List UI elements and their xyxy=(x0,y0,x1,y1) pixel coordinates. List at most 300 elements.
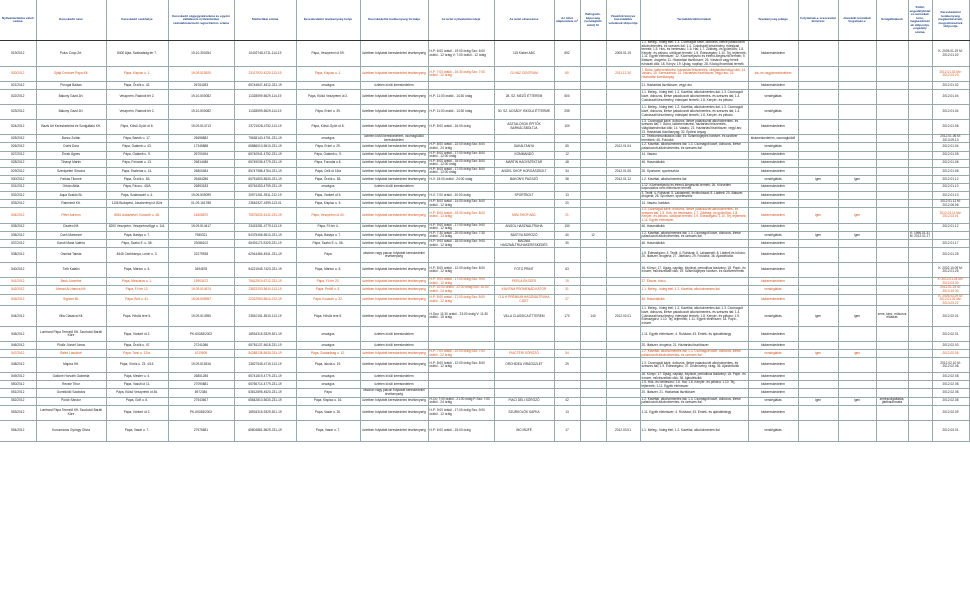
permit-products-cell xyxy=(908,306,932,327)
statistical-number-cell: 54375456-5610-231-19 xyxy=(234,231,296,239)
activity-place-cell: Pápa, Fonodai u.6. xyxy=(296,159,360,167)
complaint-book-date-cell xyxy=(606,82,640,90)
activity-place-cell: Pápa, Celli út 16/a xyxy=(296,167,360,175)
capacity-cell xyxy=(580,176,606,184)
statistical-number-cell: 18934315-9329-521-19 xyxy=(234,327,296,342)
services-cell xyxy=(876,278,908,286)
registration-number-cell: 521/2012 xyxy=(0,82,36,90)
spirit-serving-cell xyxy=(798,294,838,306)
complaint-book-date-cell xyxy=(606,349,640,357)
activity-place-cell: országos xyxy=(296,381,360,389)
trader-name-cell: Tihanyi Martin xyxy=(36,159,106,167)
registration-number-cell: 551/2012 xyxy=(0,389,36,397)
product-groups-cell: 12. Telekommunikációs cikk; 19. Számítógépes hardver- és szoftver termékek; 46. Fotócikk xyxy=(640,135,748,143)
complaint-book-date-cell: 2012.01.06 xyxy=(606,167,640,175)
services-cell xyxy=(876,239,908,247)
registration-id-cell: 26698882 xyxy=(168,135,234,143)
trader-seat-cell: Pápa, Őrzők u. 47. xyxy=(106,342,168,350)
complaint-book-date-cell xyxy=(606,286,640,294)
table-row xyxy=(0,119,969,134)
trader-seat-cell: Pápa, Vörös u. 23. 4/13. xyxy=(106,358,168,373)
table-row xyxy=(0,67,969,82)
excise-goods-cell xyxy=(838,405,876,420)
floor-area-cell: 63 xyxy=(554,263,580,278)
spirit-serving-cell xyxy=(798,183,838,191)
shop-name-cell: SPORTBOLT xyxy=(494,191,554,199)
registration-id-cell: 27543667 xyxy=(168,397,234,405)
excise-goods-cell xyxy=(838,342,876,350)
trader-name-cell: Porogai Balázs xyxy=(36,82,106,90)
product-groups-cell: 1.9. Édességáru; 3. Textil; 4. Ruházat; 5. Lakástextil; 8. Lábbeli és bőráru; 20. Illatszer, drogéria; 27. Játékáru; 29. Fotócikk; 36. Ajándékcikk xyxy=(640,248,748,263)
shop-name-cell: PIACI DÉLI SÖRÖZŐ xyxy=(494,397,554,405)
services-cell xyxy=(876,381,908,389)
column-header: Az üzlet nyitvatartási ideje xyxy=(428,0,494,41)
trader-name-cell: Lombard Pápa Termelő Kft. Szurkolói Baráti Köre xyxy=(36,327,106,342)
complaint-book-date-cell xyxy=(606,294,640,306)
registration-number-cell: 525/2012 xyxy=(0,135,36,143)
excise-goods-cell: igen xyxy=(838,306,876,327)
start-end-date-cell: 2012.02.09 xyxy=(932,405,969,420)
shop-name-cell: BAKONYI PAGSZÓ xyxy=(494,176,554,184)
excise-goods-cell: igen xyxy=(838,176,876,184)
product-groups-cell: 1.3. Csomagolt kávé, dobozos, illetve palackozott alkoholmentes- és szeszes ital; 1.9. Édességáru; 37. Dísznövény, virág; 36. Ajándékcikk xyxy=(640,358,748,373)
registration-number-cell: 531/2012 xyxy=(0,183,36,191)
table-row xyxy=(0,349,969,357)
trader-name-cell: Cseh Mártonné xyxy=(36,231,106,239)
registration-id-cell: 27241086 xyxy=(168,342,234,350)
opening-hours-cell xyxy=(428,82,494,90)
registration-id-cell: 7985321 xyxy=(168,231,234,239)
services-cell xyxy=(876,223,908,231)
activity-place-cell: Pápa, Fő tér 20. xyxy=(296,278,360,286)
registration-number-cell: 528/2012 xyxy=(0,159,36,167)
spirit-serving-cell xyxy=(798,420,838,441)
trader-name-cell: Pödör József János xyxy=(36,342,106,350)
opening-hours-cell xyxy=(428,248,494,263)
permit-products-cell xyxy=(908,183,932,191)
capacity-cell xyxy=(580,381,606,389)
activity-place-cell: Pápa, Petőfi u. 5. xyxy=(296,286,360,294)
trader-seat-cell: Pápa, Fáva u. 40/A xyxy=(106,183,168,191)
activity-place-cell: Pápa, Külső Veszprémi út 2. xyxy=(296,89,360,104)
opening-hours-cell xyxy=(428,381,494,389)
activity-type-cell: kis- és nagykereskedelem xyxy=(748,67,798,82)
activity-type-cell: kiskereskedelem xyxy=(748,389,798,397)
product-groups-cell: 3. Textil; 4. Ruházat; 5. Lakástextil, textilruházat; 8. Lábbeli; 20. Illatszer, drogéria; 26. Sportszer, sporteszköz xyxy=(640,191,748,199)
opening-hours-cell: H-P: 7:00 órától - 22:00 óráig Szo: 7:00 órától - 22 óráig xyxy=(428,349,494,357)
table-row xyxy=(0,263,969,278)
start-end-date-cell: 2012.01.25 xyxy=(932,248,969,263)
registration-number-cell: 544/2012 xyxy=(0,306,36,327)
column-header: Kereskedelmi tevékenység formája xyxy=(360,0,428,41)
table-body xyxy=(0,41,969,442)
floor-area-cell: 21 xyxy=(554,208,580,223)
complaint-book-date-cell xyxy=(606,223,640,231)
start-end-date-cell: K: 2005.01.19 M: 2012.01.02 xyxy=(932,41,969,67)
capacity-cell xyxy=(580,420,606,441)
capacity-cell xyxy=(580,119,606,134)
spirit-serving-cell: igen xyxy=(798,208,838,223)
trader-seat-cell: Veszprém, Radnóti tér 2. xyxy=(106,89,168,104)
activity-place-cell: Pápa, Vasar u. 7. xyxy=(296,420,360,441)
activity-type-cell: kiskereskedelem xyxy=(748,263,798,278)
spirit-serving-cell xyxy=(798,389,838,397)
permit-products-cell xyxy=(908,373,932,381)
trader-seat-cell: 1106 Budapest, Jászberényi út 82/a xyxy=(106,200,168,208)
table-row xyxy=(0,381,969,389)
floor-area-cell: 60 xyxy=(554,67,580,82)
product-groups-cell: 46. Használtcikk xyxy=(640,159,748,167)
statistical-number-cell: 18934315-9329-521-19 xyxy=(234,405,296,420)
activity-form-cell: üzleten kívüli kereskedelem xyxy=(360,381,428,389)
permit-products-cell xyxy=(908,294,932,306)
activity-place-cell: országos xyxy=(296,135,360,143)
complaint-book-date-cell: 2012.01.12 xyxy=(606,176,640,184)
floor-area-cell xyxy=(554,135,580,143)
trader-name-cell: Bakony Gazd Zrt. xyxy=(36,104,106,119)
trader-seat-cell: Pápa, Várkert út 2. xyxy=(106,327,168,342)
activity-type-cell: kiskereskedelem xyxy=(748,358,798,373)
registration-id-cell: PK-60038/2002 xyxy=(168,405,234,420)
registration-number-cell: 529/2012 xyxy=(0,167,36,175)
registration-id-cell: 19-09-514417 xyxy=(168,223,234,231)
statistical-number-cell: 54221545-7420-231-19 xyxy=(234,263,296,278)
spirit-serving-cell xyxy=(798,82,838,90)
services-cell xyxy=(876,135,908,143)
complaint-book-date-cell xyxy=(606,135,640,143)
product-groups-cell: 1.2. Kávéital, alkoholmentes ital; 1.3. Csomagolt kávé, dobozos, illetve palackozott alkoholmentes- és szeszes ital xyxy=(640,231,748,239)
registration-number-cell: 538/2012 xyxy=(0,248,36,263)
floor-area-cell: 31 xyxy=(554,286,580,294)
statistical-number-cell: 54288238-5630-231-19 xyxy=(234,349,296,357)
spirit-serving-cell: igen xyxy=(798,231,838,239)
registration-id-cell: 27575681 xyxy=(168,420,234,441)
trader-seat-cell: 8400 Ajka, Szabadság tér 7. xyxy=(106,41,168,67)
floor-area-cell: 20 xyxy=(554,200,580,208)
activity-form-cell: üzletben folytatott kereskedelmi tevékenység xyxy=(360,104,428,119)
registration-number-cell: 536/2012 xyxy=(0,231,36,239)
spirit-serving-cell xyxy=(798,143,838,151)
registration-id-cell: 17345888 xyxy=(168,143,234,151)
excise-goods-cell xyxy=(838,159,876,167)
activity-place-cell: országos xyxy=(296,373,360,381)
column-header: Az üzlet alapterülete m² xyxy=(554,0,580,41)
permit-products-cell xyxy=(908,278,932,286)
opening-hours-cell: H-V: 7:00 órától - 20:00 óráig xyxy=(428,191,494,199)
table-row xyxy=(0,183,969,191)
registration-id-cell: 26764283 xyxy=(168,82,234,90)
table-row xyxy=(0,176,969,184)
floor-area-cell: 42 xyxy=(554,397,580,405)
activity-type-cell: vendéglátás xyxy=(748,104,798,119)
floor-area-cell xyxy=(554,183,580,191)
spirit-serving-cell xyxy=(798,119,838,134)
registration-id-cell: 19-09-514574 xyxy=(168,286,234,294)
trader-seat-cell: 8561 Adásztevel, Kossuth u. 48. xyxy=(106,208,168,223)
table-row xyxy=(0,82,969,90)
registration-id-cell: 23086102 xyxy=(168,239,234,247)
table-row xyxy=(0,358,969,373)
spirit-serving-cell xyxy=(798,358,838,373)
floor-area-cell xyxy=(554,327,580,342)
trader-name-cell: Majosz Kft. xyxy=(36,358,106,373)
column-header: Az üzlet elnevezése xyxy=(494,0,554,41)
registration-number-cell: 540/2012 xyxy=(0,263,36,278)
permit-products-cell xyxy=(908,151,932,159)
services-cell: zene, tánc, műsoros előadás xyxy=(876,306,908,327)
complaint-book-date-cell xyxy=(606,183,640,191)
shop-name-cell: FOTO PRINT xyxy=(494,263,554,278)
start-end-date-cell: 2012.02.08 xyxy=(932,389,969,397)
complaint-book-date-cell xyxy=(606,104,640,119)
column-header: Kereskedelmi tevékenység megkezdésének, megszűnésének időpontja xyxy=(932,0,969,41)
start-end-date-cell: 2012.02.10 M: 2012.02.06 xyxy=(932,358,969,373)
floor-area-cell xyxy=(554,342,580,350)
trader-name-cell: Ahmad Al-Hamza Kft. xyxy=(36,286,106,294)
product-groups-cell: 1.2. Kávéital, alkoholmentes ital xyxy=(640,176,748,184)
activity-place-cell: Pápa xyxy=(296,389,360,397)
trader-name-cell: Péter Adrienn xyxy=(36,208,106,223)
registration-number-cell: 530/2012 xyxy=(0,176,36,184)
activity-place-cell: Pápa, Őrzők u. 83. xyxy=(296,176,360,184)
activity-place-cell: Pápa xyxy=(296,248,360,263)
capacity-cell xyxy=(580,294,606,306)
spirit-serving-cell xyxy=(798,342,838,350)
activity-form-cell: üzletben folytatott kereskedelmi tevékenység xyxy=(360,167,428,175)
shop-name-cell xyxy=(494,389,554,397)
start-end-date-cell: 2012.02.08 xyxy=(932,381,969,389)
column-header: Tevékenység jellege xyxy=(748,0,798,41)
excise-goods-cell xyxy=(838,239,876,247)
services-cell xyxy=(876,183,908,191)
registration-id-cell: 19-09-516516 xyxy=(168,358,234,373)
shop-name-cell: BÁSTYA BOROZÓ xyxy=(494,231,554,239)
statistical-number-cell: 11328599-5629-114-19 xyxy=(234,89,296,104)
opening-hours-cell: H-P: 8:00 órától - 15:00 óráig Szo: 8:00 órától - 13 óráig xyxy=(428,208,494,223)
excise-goods-cell xyxy=(838,183,876,191)
activity-form-cell: üzletben folytatott kereskedelmi tevékenység xyxy=(360,397,428,405)
spirit-serving-cell xyxy=(798,373,838,381)
trader-seat-cell: Pápa, Őrzők u. 83. xyxy=(106,176,168,184)
trader-name-cell: Bakony Gazd Zrt. xyxy=(36,89,106,104)
floor-area-cell: 48 xyxy=(554,159,580,167)
shop-name-cell: PIACTÉRI SÖRÖZŐ xyxy=(494,349,554,357)
activity-type-cell: kiskereskedelem xyxy=(748,200,798,208)
spirit-serving-cell: igen xyxy=(798,349,838,357)
spirit-serving-cell xyxy=(798,248,838,263)
floor-area-cell: 40 xyxy=(554,231,580,239)
column-header: Befogadó-képesség (vendéglátó üzlet) fő xyxy=(580,0,606,41)
product-groups-cell: 1.1. Meleg-, hideg étel; 1.2. Kávéital, alkoholmentes ital; 1.3. Csomagolt kávé, dobozos, illetve palackozott alkoholmentes- és szeszes ital; 1.4. Cukrászati készítmény, édesipari termék; 1.8. Kenyér- és pékáru; 1.9. Édességáru; 1.10. Tej, tejtermék; 1.11. Egyéb élelmiszer; 18. Papír-, írószer xyxy=(640,306,748,327)
services-cell xyxy=(876,159,908,167)
services-cell: zeneszolgáltatás, játékautomata xyxy=(876,397,908,405)
spirit-serving-cell xyxy=(798,381,838,389)
excise-goods-cell: igen xyxy=(838,397,876,405)
excise-goods-cell xyxy=(838,373,876,381)
trader-name-cell: Signore Bt. xyxy=(36,294,106,306)
opening-hours-cell: H-P: 8:00 órától - 17:00 óráig Szo: 8:00 órától - 12:00 óráig xyxy=(428,151,494,159)
capacity-cell xyxy=(580,349,606,357)
activity-form-cell: vásáron vagy piacon folytatott kereskedelmi tevékenység xyxy=(360,389,428,397)
product-groups-cell: 1.2. Kávéital, alkoholmentes ital; 1.3. Csomagolt kávé, dobozos, illetve palackozott alkoholmentes- és szeszes ital xyxy=(640,397,748,405)
activity-form-cell: üzletben folytatott kereskedelmi tevékenység xyxy=(360,223,428,231)
capacity-cell xyxy=(580,159,606,167)
registration-id-cell: 19-10-300254 xyxy=(168,41,234,67)
excise-goods-cell xyxy=(838,278,876,286)
table-row xyxy=(0,327,969,342)
permit-products-cell xyxy=(908,176,932,184)
product-groups-cell: 16. Könyv; 17. Újság, napilap, folyóirat, periodikus kiadvány; 18. Papír- és írószer, művészellátó cikk; 19. Számítógépes hardver- és szoftvertermék xyxy=(640,263,748,278)
table-row xyxy=(0,420,969,441)
trader-seat-cell: Pápa, Bástya u. 7. xyxy=(106,231,168,239)
table-row xyxy=(0,167,969,175)
trader-seat-cell: Pápa, Tanú u. 12/a. xyxy=(106,349,168,357)
excise-goods-cell xyxy=(838,381,876,389)
column-header: Kereskedő neve xyxy=(36,0,106,41)
permit-products-cell xyxy=(908,200,932,208)
shop-name-cell: MARTIN HAGYATÉKTÁR xyxy=(494,159,554,167)
trader-seat-cell: Pápa, Szabó E. u. 56. xyxy=(106,239,168,247)
activity-type-cell: kiskereskedelem xyxy=(748,41,798,67)
registration-number-cell: 523/2012 xyxy=(0,104,36,119)
spirit-serving-cell xyxy=(798,200,838,208)
registration-number-cell: 532/2012 xyxy=(0,191,36,199)
trader-name-cell: Gallóné Horváth Gabriella xyxy=(36,373,106,381)
trader-name-cell: Lombard Pápa Termelő Kft. Szurkolói Baráti Köre xyxy=(36,405,106,420)
trader-name-cell: Pödör Sándor xyxy=(36,397,106,405)
shop-name-cell: PERLA ÉKSZER xyxy=(494,278,554,286)
excise-goods-cell xyxy=(838,135,876,143)
activity-type-cell: vendéglátás xyxy=(748,397,798,405)
product-groups-cell: 14. Vasáru, barkács xyxy=(640,200,748,208)
trader-name-cell: Ojtájt Centrum Pápa Kft. xyxy=(36,67,106,82)
product-groups-cell: 46. Használtcikk xyxy=(640,223,748,231)
trader-name-cell: Polus Coop Zrt. xyxy=(36,41,106,67)
shop-name-cell xyxy=(494,135,554,143)
statistical-number-cell: 23661927-4399-113-01 xyxy=(234,200,296,208)
product-groups-cell: 1.1. Meleg-, hideg étel; 1.2. Kávéital, alkoholmentes ital; 1.3. Csomagolt kávé, dobozos, illetve palackozott alkoholmentes- és szeszes ital; 1.4. Cukrászati készítmény, édesipari termék; 1.8. Kenyér- és pékáru xyxy=(640,89,748,104)
permit-products-cell xyxy=(908,397,932,405)
trader-seat-cell: 8200 Veszprém, Veszprémvölgyi u. 1/A. xyxy=(106,223,168,231)
activity-form-cell: üzletben folytatott kereskedelmi tevékenység xyxy=(360,306,428,327)
excise-goods-cell xyxy=(838,200,876,208)
shop-name-cell: INCI BÜFÉ xyxy=(494,420,554,441)
services-cell xyxy=(876,41,908,67)
complaint-book-date-cell: 2011.12.30 xyxy=(606,67,640,82)
permit-products-cell xyxy=(908,191,932,199)
complaint-book-date-cell xyxy=(606,405,640,420)
trader-seat-cell: Veszprém, Radnóti tér 2. xyxy=(106,104,168,119)
shop-name-cell: KOMMANDÓ xyxy=(494,151,554,159)
floor-area-cell: 17 xyxy=(554,420,580,441)
capacity-cell xyxy=(580,104,606,119)
product-groups-cell: 26. Sportszer, sporteszköz xyxy=(640,167,748,175)
table-row xyxy=(0,104,969,119)
activity-form-cell: üzletben folytatott kereskedelmi tevékenység xyxy=(360,67,428,82)
permit-products-cell xyxy=(908,119,932,134)
capacity-cell xyxy=(580,208,606,223)
statistical-number-cell: 65781137-4618-231-19 xyxy=(234,342,296,350)
opening-hours-cell: H-P: 9:00 órától - 17:00 óráig Szo: 9:00 órától - 12 óráig xyxy=(428,278,494,286)
activity-type-cell: kiskereskedelem xyxy=(748,239,798,247)
excise-goods-cell xyxy=(838,389,876,397)
complaint-book-date-cell xyxy=(606,263,640,278)
activity-form-cell: üzletben folytatott kereskedelmi tevékenység xyxy=(360,239,428,247)
capacity-cell xyxy=(580,183,606,191)
column-header: Kereskedelmi tevékenység helye xyxy=(296,0,360,41)
registration-id-cell: 19-10-500082 xyxy=(168,104,234,119)
activity-place-cell: Pápa, Iskola u. 19. xyxy=(296,358,360,373)
statistical-number-cell: 22322953-5610-212-19 xyxy=(234,294,296,306)
spirit-serving-cell xyxy=(798,135,838,143)
opening-hours-cell: H-Szo: 11:30 órától - 23:00 óráig V: 11:30 órától - 15 óráig xyxy=(428,306,494,327)
excise-goods-cell: igen xyxy=(838,349,876,357)
statistical-number-cell: 65749036-4779-231-19 xyxy=(234,159,296,167)
start-end-date-cell: 2012.01.02 xyxy=(932,82,969,90)
opening-hours-cell: H-P: 6:00 órától - 15:00 óráig xyxy=(428,420,494,441)
trader-seat-cell: Pápa, Vasúti út 11. xyxy=(106,381,168,389)
complaint-book-date-cell: 2005.01.19 xyxy=(606,41,640,67)
start-end-date-cell: 2012.01.06 xyxy=(932,119,969,134)
activity-place-cell: Pápa, Várkert út 5. xyxy=(296,191,360,199)
capacity-cell xyxy=(580,82,606,90)
excise-goods-cell xyxy=(838,67,876,82)
shop-name-cell: VILLA CLASSICA ÉTTEREM xyxy=(494,306,554,327)
services-cell xyxy=(876,119,908,134)
start-end-date-cell: 2012.01.04 xyxy=(932,89,969,104)
activity-place-cell: Pápa, Galamb u. 9. xyxy=(296,151,360,159)
floor-area-cell: 150 xyxy=(554,223,580,231)
table-row xyxy=(0,89,969,104)
column-header: Nyilvántartásba vételi száma xyxy=(0,0,36,41)
registration-id-cell: 27090881 xyxy=(168,381,234,389)
capacity-cell xyxy=(580,167,606,175)
floor-area-cell xyxy=(554,389,580,397)
opening-hours-cell: H-P: 6:00 órától - 19:00 óráig Szo: 6:00 órától - 12 óráig V: 7:00 órától - 12 óráig xyxy=(428,41,494,67)
opening-hours-cell: H-P: 9:00 órától - 17:00 óráig Szo: 9:00 órától - 12 óráig xyxy=(428,223,494,231)
statistical-number-cell: 62044484-4941-231-19 xyxy=(234,248,296,263)
permit-products-cell xyxy=(908,104,932,119)
excise-goods-cell xyxy=(838,119,876,134)
shop-name-cell: GI-HÁZ CENTRUM xyxy=(494,67,554,82)
opening-hours-cell: H-P: 8:00 órától - 17:00 óráig Szo: 8:00 órától - 12:00 óráig xyxy=(428,167,494,175)
permit-products-cell xyxy=(908,248,932,263)
start-end-date-cell: 2012.01.24 M: 2013.10.30 xyxy=(932,286,969,294)
services-cell xyxy=(876,389,908,397)
start-end-date-cell: 2012.02.03 xyxy=(932,342,969,350)
opening-hours-cell xyxy=(428,183,494,191)
start-end-date-cell: 2012.01.12 xyxy=(932,176,969,184)
activity-type-cell: vendéglátás xyxy=(748,176,798,184)
shop-name-cell: 30. SZ. ACSÁDY ISKOLA ÉTTERME xyxy=(494,104,554,119)
registration-id-cell: 26851285 xyxy=(168,373,234,381)
opening-hours-cell xyxy=(428,327,494,342)
registration-id-cell: 22279938 xyxy=(168,248,234,263)
shop-name-cell: KAVITAM PROMENÁD KÁTOR xyxy=(494,286,554,294)
floor-area-cell: 13 xyxy=(554,191,580,199)
activity-place-cell: országos xyxy=(296,82,360,90)
table-row xyxy=(0,239,969,247)
activity-place-cell: Pápa, Kossuth u. 22. xyxy=(296,294,360,306)
services-cell xyxy=(876,82,908,90)
services-cell xyxy=(876,349,908,357)
registration-id-cell: 19-06-508957 xyxy=(168,294,234,306)
registration-id-cell: 16408870 xyxy=(168,208,234,223)
activity-place-cell: országos xyxy=(296,342,360,350)
activity-type-cell: kiskereskedelem xyxy=(748,278,798,286)
activity-type-cell: kiskereskedelem xyxy=(748,208,798,223)
floor-area-cell: 13 xyxy=(554,405,580,420)
